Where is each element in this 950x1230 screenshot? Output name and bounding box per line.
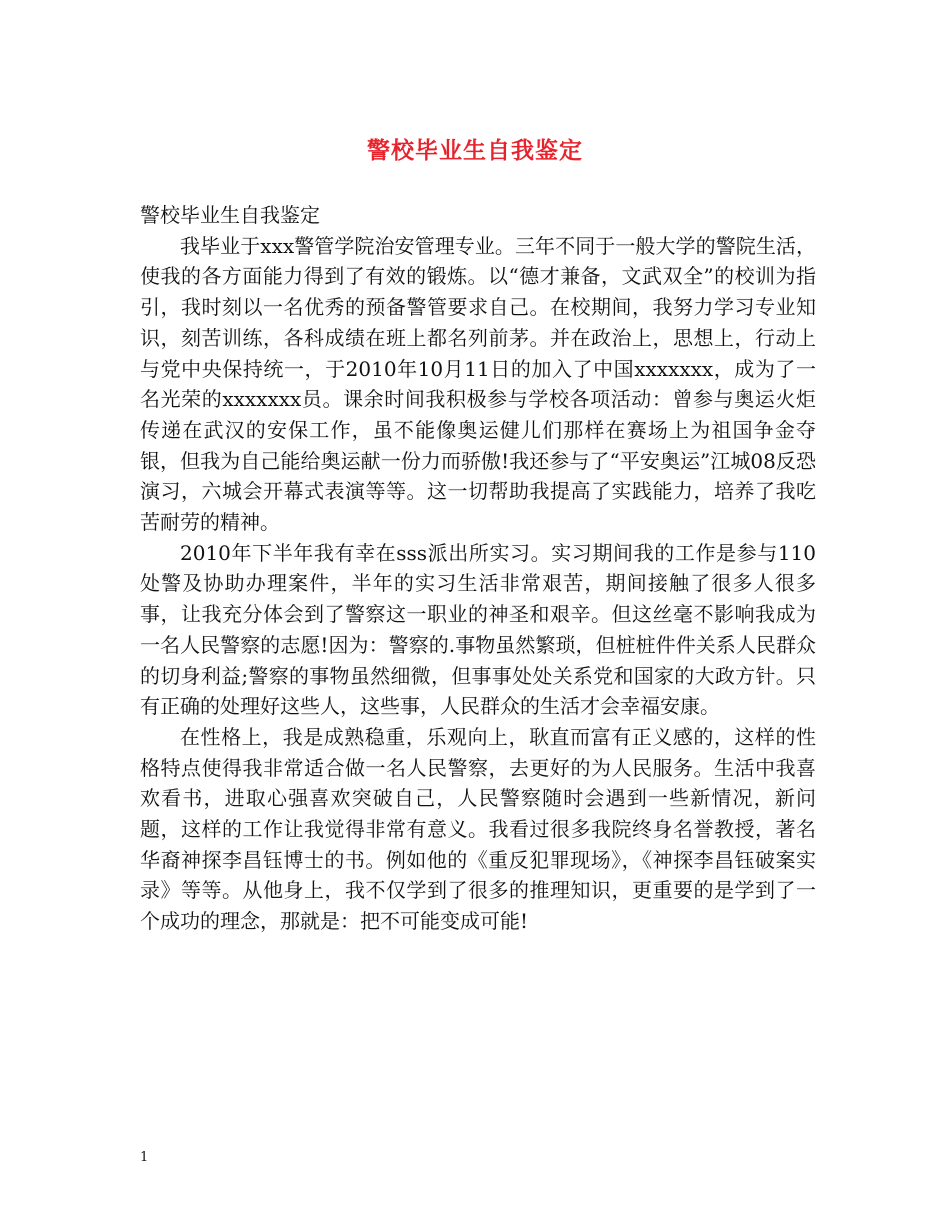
document-subtitle: 警校毕业生自我鉴定 — [140, 203, 320, 227]
paragraph-internship: 2010年下半年我有幸在sss派出所实习。实习期间我的工作是参与110处警及协助办理案件，半年的实习生活非常艰苦，期间接触了很多人很多事，让我充分体会到了警察这一职业的神圣和艰辛。但这丝毫不影响我成为一名人民警察的志愿!因为：警察的.事物虽然繁琐，但桩桩件件关系人民群众的切身利益;警察的事物虽然细微，但事事处处关系党和国家的大政方针。只有正确的处理好这些人，这些事，人民群众的生活才会幸福安康。 — [140, 540, 816, 719]
document-body — [140, 200, 816, 937]
document-title: 警校毕业生自我鉴定 — [367, 137, 583, 164]
paragraph-education: 我毕业于xxx警管学院治安管理专业。三年不同于一般大学的警院生活，使我的各方面能力得到了有效的锻炼。以“德才兼备，文武双全”的校训为指引，我时刻以一名优秀的预备警管要求自己。在校期间，我努力学习专业知识，刻苦训练，各科成绩在班上都名列前茅。并在政治上，思想上，行动上与党中央保持统一，于2010年10月11日的加入了中国xxxxxxx，成为了一名光荣的xxxxxxx员。课余时间我积极参与学校各项活动：曾参与奥运火炬传递在武汉的安保工作，虽不能像奥运健儿们那样在赛场上为祖国争金夺银，但我为自己能给奥运献一份力而骄傲!我还参与了“平安奥运”江城08反恐演习，六城会开幕式表演等等。这一切帮助我提高了实践能力，培养了我吃苦耐劳的精神。 — [140, 233, 816, 535]
paragraph-personality: 在性格上，我是成熟稳重，乐观向上，耿直而富有正义感的，这样的性格特点使得我非常适合做一名人民警察，去更好的为人民服务。生活中我喜欢看书，进取心强喜欢突破自己，人民警察随时会遇到一些新情况，新问题，这样的工作让我觉得非常有意义。我看过很多我院终身名誉教授，著名华裔神探李昌钰博士的书。例如他的《重反犯罪现场》，《神探李昌钰破案实录》等等。从他身上，我不仅学到了很多的推理知识，更重要的是学到了一个成功的理念，那就是：把不可能变成可能! — [140, 724, 816, 934]
page-number: 1 — [140, 1150, 149, 1165]
